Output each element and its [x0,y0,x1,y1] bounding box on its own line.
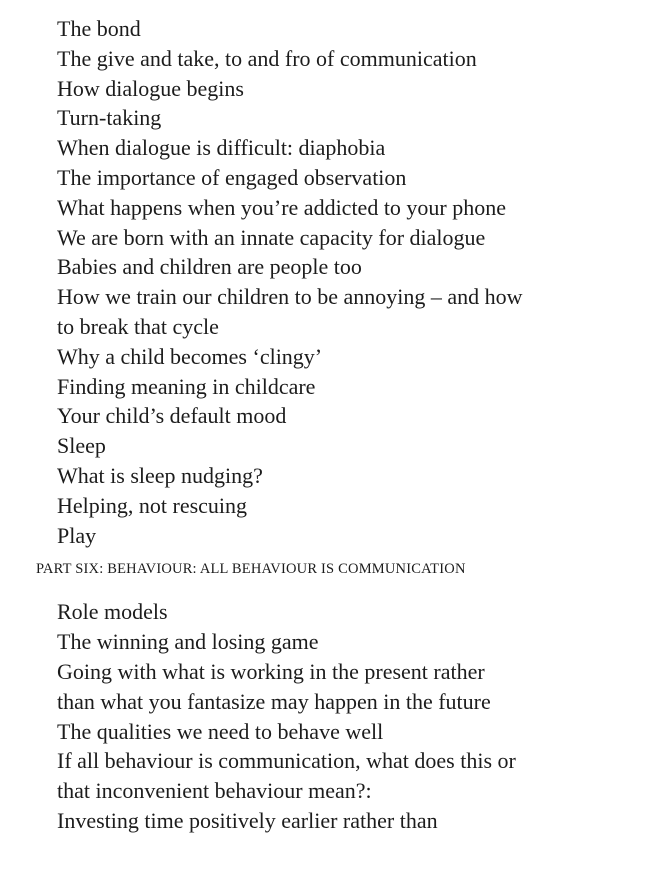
toc-entry-line[interactable]: Play [57,522,97,548]
toc-entry-line[interactable]: Going with what is working in the present rather [57,658,485,684]
toc-entry-line[interactable]: The importance of engaged observation [57,164,407,190]
toc-entry-line[interactable]: How we train our children to be annoying – and how [57,284,523,310]
toc-entry-line[interactable]: When dialogue is difficult: diaphobia [57,135,386,161]
toc-entry-line[interactable]: that inconvenient behaviour mean?: [57,778,372,804]
toc-entry-line[interactable]: Helping, not rescuing [57,492,248,518]
toc-entry-line[interactable]: Role models [57,599,168,625]
toc-entry-line[interactable]: How dialogue begins [57,75,244,101]
toc-entry-line[interactable]: What is sleep nudging? [57,462,263,488]
toc-entry-line[interactable]: The winning and losing game [57,629,319,655]
toc-entry-line[interactable]: Investing time positively earlier rather than [57,807,438,833]
toc-section-part-six-chapters [0,597,657,835]
toc-entry-line[interactable]: Your child’s default mood [57,403,287,429]
toc-entry-line[interactable]: Babies and children are people too [57,254,362,280]
toc-entry-line[interactable]: Finding meaning in childcare [57,373,316,399]
toc-entry-line[interactable]: The qualities we need to behave well [57,718,384,744]
toc-entry-line[interactable]: Why a child becomes ‘clingy’ [57,343,323,369]
toc-entry-line[interactable]: The give and take, to and fro of communication [57,45,477,71]
toc-entry-line[interactable]: The bond [57,16,141,41]
toc-entry-line[interactable]: We are born with an innate capacity for dialogue [57,224,486,250]
toc-entry-line[interactable]: than what you fantasize may happen in the future [57,688,491,714]
toc-entry-line[interactable]: Sleep [57,433,106,459]
table-of-contents [0,14,657,836]
toc-section-chapters [0,14,657,550]
toc-entry-line[interactable]: Turn-taking [57,105,162,131]
part-heading[interactable]: PART SIX: BEHAVIOUR: ALL BEHAVIOUR IS COMMUNICATION [36,561,466,578]
toc-entry-line[interactable]: If all behaviour is communication, what does this or [57,748,516,774]
toc-entry-line[interactable]: to break that cycle [57,313,219,339]
toc-entry-line[interactable]: What happens when you’re addicted to your phone [57,194,507,220]
